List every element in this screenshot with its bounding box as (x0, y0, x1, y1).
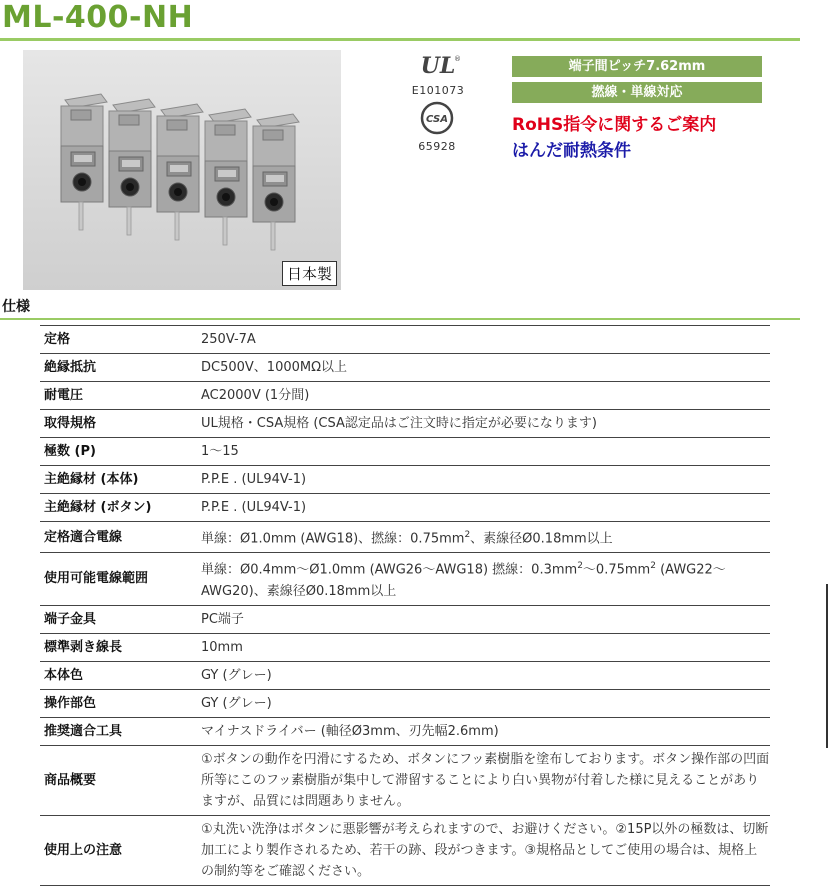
product-photo (23, 50, 341, 290)
terminal-module (61, 94, 107, 230)
spec-row (40, 438, 770, 466)
spec-row (40, 522, 770, 553)
terminal-block-illustration (23, 50, 341, 290)
section-divider (0, 318, 800, 320)
spec-value: PC端子 (196, 605, 770, 633)
value-text: (AWG22～AWG20)、素線径Ø0.18mm以上 (201, 562, 726, 599)
spec-table (40, 325, 770, 886)
spec-label: 端子金具 (40, 605, 196, 633)
superscript: 2 (577, 561, 583, 572)
spec-value: GY (グレー) (196, 689, 770, 717)
spec-value (196, 553, 770, 605)
page-title: ML-400-NH (2, 0, 194, 35)
spec-value: AC2000V (1分間) (196, 382, 770, 410)
spec-label: 推奨適合工具 (40, 717, 196, 745)
ul-mark-icon (418, 52, 461, 80)
spec-row (40, 745, 770, 815)
spec-value: P.P.E . (UL94V-1) (196, 494, 770, 522)
spec-row (40, 689, 770, 717)
spec-row (40, 410, 770, 438)
spec-label: 極数 (P) (40, 438, 196, 466)
svg-text:UL: UL (420, 53, 456, 79)
terminal-module (205, 109, 251, 245)
spec-label: 絶縁抵抗 (40, 354, 196, 382)
pitch-tag: 端子間ピッチ7.62mm (512, 56, 762, 77)
spec-label: 主絶縁材 (ボタン) (40, 494, 196, 522)
spec-row (40, 553, 770, 605)
spec-value: 10mm (196, 633, 770, 661)
superscript: 2 (464, 530, 471, 540)
spec-row (40, 494, 770, 522)
spec-row (40, 815, 770, 885)
value-text: 、素線径Ø0.18mm以上 (470, 531, 613, 547)
spec-value: UL規格・CSA規格 (CSA認定品はご注文時に指定が必要になります) (196, 410, 770, 438)
value-text: 単線：Ø1.0mm (AWG18)、撚線：0.75mm (201, 531, 465, 547)
solder-heat-link[interactable]: はんだ耐熱条件 (512, 141, 631, 161)
spec-value: GY (グレー) (196, 661, 770, 689)
ul-certification (408, 52, 468, 97)
spec-row (40, 717, 770, 745)
spec-value (196, 522, 770, 553)
spec-label: 耐電圧 (40, 382, 196, 410)
spec-value: ①丸洗い洗浄はボタンに悪影響が考えられますので、お避けください。②15P以外の極数は、切断加工により製作されるため、若干の跡、段がつきます。③規格品としてご使用の場合は、規格上の制約等をご確認ください。 (196, 815, 770, 885)
value-text: ～0.75mm (582, 562, 651, 578)
spec-label: 使用上の注意 (40, 815, 196, 885)
svg-text:®: ® (454, 55, 461, 63)
ul-file-number: E101073 (411, 84, 465, 97)
spec-label: 主絶縁材 (本体) (40, 466, 196, 494)
spec-row (40, 605, 770, 633)
spec-row (40, 661, 770, 689)
csa-certification (412, 100, 462, 153)
spec-value: DC500V、1000MΩ以上 (196, 354, 770, 382)
terminal-module (253, 114, 299, 250)
wire-type-tag: 撚線・単線対応 (512, 82, 762, 103)
spec-value: P.P.E . (UL94V-1) (196, 466, 770, 494)
spec-label: 定格適合電線 (40, 522, 196, 553)
superscript: 2 (650, 561, 656, 572)
terminal-module (157, 104, 203, 240)
spec-label: 取得規格 (40, 410, 196, 438)
rohs-link[interactable]: RoHS指令に関するご案内 (512, 115, 717, 135)
spec-value: ①ボタンの動作を円滑にするため、ボタンにフッ素樹脂を塗布しております。ボタン操作部の凹面所等にこのフッ素樹脂が集中して滞留することにより白い異物が付着した様に見えることがありますが、品質には問題ありません。 (196, 745, 770, 815)
csa-file-number: 65928 (418, 140, 456, 153)
spec-value: マイナスドライバー (軸径Ø3mm、刃先幅2.6mm) (196, 717, 770, 745)
spec-section-title: 仕様 (2, 299, 30, 315)
spec-label: 定格 (40, 326, 196, 354)
spec-row (40, 382, 770, 410)
made-in-japan-label: 日本製 (282, 261, 337, 286)
spec-value: 1～15 (196, 438, 770, 466)
spec-row (40, 466, 770, 494)
spec-label: 商品概要 (40, 745, 196, 815)
spec-row (40, 326, 770, 354)
value-text: 単線：Ø0.4mm～Ø1.0mm (AWG26～AWG18) 撚線：0.3mm (201, 562, 578, 578)
spec-row (40, 354, 770, 382)
right-edge-bar (826, 584, 828, 748)
terminal-module (109, 99, 155, 235)
spec-label: 使用可能電線範囲 (40, 553, 196, 605)
title-divider (0, 38, 800, 41)
spec-label: 標準剥き線長 (40, 633, 196, 661)
spec-row (40, 633, 770, 661)
svg-text:CSA: CSA (426, 114, 448, 125)
spec-value: 250V-7A (196, 326, 770, 354)
csa-mark-icon (419, 100, 455, 136)
spec-label: 本体色 (40, 661, 196, 689)
spec-label: 操作部色 (40, 689, 196, 717)
